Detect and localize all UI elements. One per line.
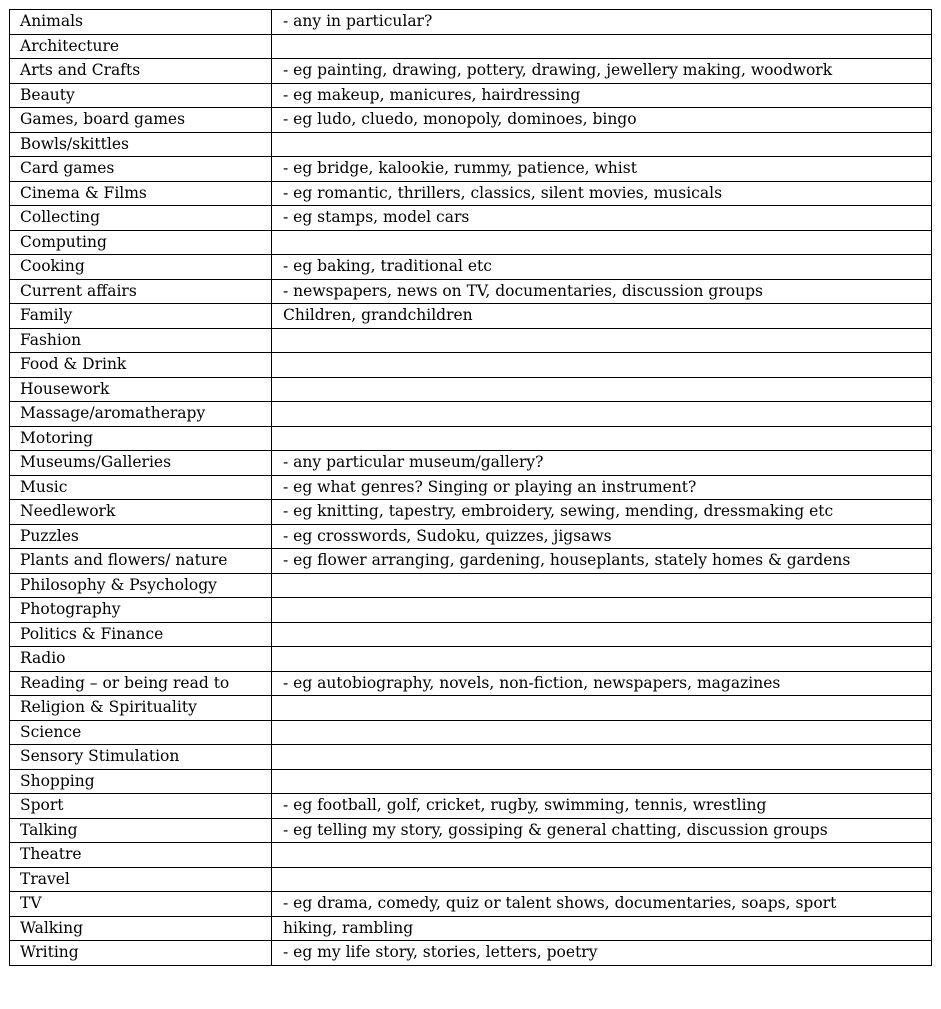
table-row <box>10 426 932 451</box>
table-row <box>10 671 932 696</box>
interest-topic-cell: Sport <box>10 794 272 819</box>
interests-table-body <box>10 10 932 966</box>
table-row <box>10 59 932 84</box>
interest-topic-cell: TV <box>10 892 272 917</box>
interest-topic-cell: Puzzles <box>10 524 272 549</box>
interest-topic-cell: Philosophy & Psychology <box>10 573 272 598</box>
interest-topic-cell: Collecting <box>10 206 272 231</box>
interest-detail-cell <box>272 843 932 868</box>
table-row <box>10 549 932 574</box>
interest-detail-cell: - eg romantic, thrillers, classics, silent movies, musicals <box>272 181 932 206</box>
table-row <box>10 598 932 623</box>
interest-detail-cell: - eg telling my story, gossiping & general chatting, discussion groups <box>272 818 932 843</box>
table-row <box>10 647 932 672</box>
table-row <box>10 181 932 206</box>
table-row <box>10 353 932 378</box>
interest-detail-cell <box>272 696 932 721</box>
interest-detail-cell <box>272 867 932 892</box>
interest-topic-cell: Sensory Stimulation <box>10 745 272 770</box>
table-row <box>10 720 932 745</box>
table-row <box>10 10 932 35</box>
interest-detail-cell <box>272 426 932 451</box>
interest-detail-cell: - eg flower arranging, gardening, houseplants, stately homes & gardens <box>272 549 932 574</box>
interest-topic-cell: Needlework <box>10 500 272 525</box>
table-row <box>10 83 932 108</box>
table-row <box>10 475 932 500</box>
interest-topic-cell: Writing <box>10 941 272 966</box>
interest-detail-cell: - any particular museum/gallery? <box>272 451 932 476</box>
interest-detail-cell: - eg what genres? Singing or playing an instrument? <box>272 475 932 500</box>
table-row <box>10 230 932 255</box>
table-row <box>10 500 932 525</box>
table-row <box>10 34 932 59</box>
interest-topic-cell: Religion & Spirituality <box>10 696 272 721</box>
interest-detail-cell: - eg makeup, manicures, hairdressing <box>272 83 932 108</box>
interest-detail-cell: - eg my life story, stories, letters, poetry <box>272 941 932 966</box>
interest-topic-cell: Housework <box>10 377 272 402</box>
interest-detail-cell <box>272 402 932 427</box>
interest-topic-cell: Current affairs <box>10 279 272 304</box>
table-row <box>10 916 932 941</box>
interests-sheet <box>9 9 931 966</box>
interest-detail-cell: - eg painting, drawing, pottery, drawing, jewellery making, woodwork <box>272 59 932 84</box>
interest-detail-cell: - eg bridge, kalookie, rummy, patience, whist <box>272 157 932 182</box>
interest-detail-cell <box>272 769 932 794</box>
interest-topic-cell: Games, board games <box>10 108 272 133</box>
interest-detail-cell <box>272 328 932 353</box>
interest-detail-cell: Children, grandchildren <box>272 304 932 329</box>
interest-topic-cell: Fashion <box>10 328 272 353</box>
interest-detail-cell: - eg autobiography, novels, non-fiction, newspapers, magazines <box>272 671 932 696</box>
table-row <box>10 867 932 892</box>
interest-topic-cell: Animals <box>10 10 272 35</box>
interest-topic-cell: Travel <box>10 867 272 892</box>
interest-topic-cell: Shopping <box>10 769 272 794</box>
table-row <box>10 892 932 917</box>
interest-detail-cell <box>272 132 932 157</box>
table-row <box>10 451 932 476</box>
interest-topic-cell: Arts and Crafts <box>10 59 272 84</box>
table-row <box>10 794 932 819</box>
table-row <box>10 524 932 549</box>
interest-detail-cell <box>272 34 932 59</box>
table-row <box>10 843 932 868</box>
table-row <box>10 622 932 647</box>
interest-topic-cell: Music <box>10 475 272 500</box>
interest-detail-cell <box>272 598 932 623</box>
interest-topic-cell: Family <box>10 304 272 329</box>
interest-detail-cell <box>272 622 932 647</box>
interest-detail-cell <box>272 745 932 770</box>
interest-detail-cell: - newspapers, news on TV, documentaries, discussion groups <box>272 279 932 304</box>
interest-topic-cell: Computing <box>10 230 272 255</box>
interest-topic-cell: Motoring <box>10 426 272 451</box>
interest-detail-cell: - eg stamps, model cars <box>272 206 932 231</box>
interest-topic-cell: Science <box>10 720 272 745</box>
table-row <box>10 402 932 427</box>
table-row <box>10 818 932 843</box>
interest-topic-cell: Talking <box>10 818 272 843</box>
interest-detail-cell: - any in particular? <box>272 10 932 35</box>
interest-detail-cell <box>272 377 932 402</box>
interest-topic-cell: Food & Drink <box>10 353 272 378</box>
interest-topic-cell: Massage/aromatherapy <box>10 402 272 427</box>
table-row <box>10 377 932 402</box>
interest-detail-cell: - eg football, golf, cricket, rugby, swimming, tennis, wrestling <box>272 794 932 819</box>
table-row <box>10 157 932 182</box>
table-row <box>10 769 932 794</box>
interest-topic-cell: Politics & Finance <box>10 622 272 647</box>
interest-topic-cell: Beauty <box>10 83 272 108</box>
interest-detail-cell: - eg baking, traditional etc <box>272 255 932 280</box>
interest-topic-cell: Radio <box>10 647 272 672</box>
interest-topic-cell: Photography <box>10 598 272 623</box>
interest-detail-cell <box>272 573 932 598</box>
interest-detail-cell <box>272 647 932 672</box>
interests-table <box>9 9 932 966</box>
interest-topic-cell: Walking <box>10 916 272 941</box>
table-row <box>10 132 932 157</box>
table-row <box>10 573 932 598</box>
interest-detail-cell: hiking, rambling <box>272 916 932 941</box>
table-row <box>10 328 932 353</box>
interest-topic-cell: Bowls/skittles <box>10 132 272 157</box>
interest-detail-cell: - eg ludo, cluedo, monopoly, dominoes, bingo <box>272 108 932 133</box>
interest-topic-cell: Plants and flowers/ nature <box>10 549 272 574</box>
table-row <box>10 206 932 231</box>
interest-topic-cell: Museums/Galleries <box>10 451 272 476</box>
table-row <box>10 304 932 329</box>
table-row <box>10 108 932 133</box>
interest-topic-cell: Theatre <box>10 843 272 868</box>
interest-topic-cell: Cooking <box>10 255 272 280</box>
interest-topic-cell: Cinema & Films <box>10 181 272 206</box>
interest-detail-cell: - eg knitting, tapestry, embroidery, sewing, mending, dressmaking etc <box>272 500 932 525</box>
interest-topic-cell: Reading – or being read to <box>10 671 272 696</box>
interest-detail-cell: - eg crosswords, Sudoku, quizzes, jigsaws <box>272 524 932 549</box>
interest-detail-cell: - eg drama, comedy, quiz or talent shows, documentaries, soaps, sport <box>272 892 932 917</box>
table-row <box>10 941 932 966</box>
interest-detail-cell <box>272 720 932 745</box>
interest-detail-cell <box>272 230 932 255</box>
table-row <box>10 255 932 280</box>
interest-topic-cell: Architecture <box>10 34 272 59</box>
table-row <box>10 279 932 304</box>
table-row <box>10 745 932 770</box>
interest-topic-cell: Card games <box>10 157 272 182</box>
interest-detail-cell <box>272 353 932 378</box>
table-row <box>10 696 932 721</box>
